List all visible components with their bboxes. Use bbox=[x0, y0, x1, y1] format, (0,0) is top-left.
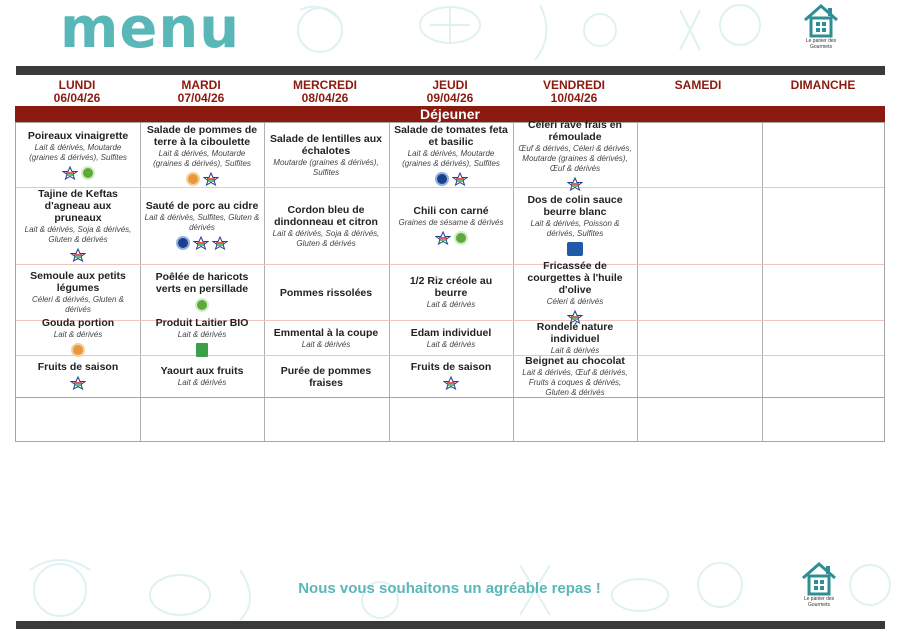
brand-name-footer: Le panier des Gourmets bbox=[803, 596, 835, 608]
local-label-icon bbox=[81, 166, 95, 180]
dish-name: Cordon bleu de dindonneau et citron bbox=[274, 203, 378, 228]
label-badges bbox=[144, 296, 260, 314]
day-header bbox=[263, 79, 387, 105]
day-name: JEUDI bbox=[432, 78, 468, 92]
top-divider-bar bbox=[16, 66, 885, 75]
menu-cell bbox=[140, 317, 264, 354]
menu-cell bbox=[513, 118, 637, 186]
house-icon bbox=[799, 560, 839, 596]
allergen-list: Lait & dérivés, Moutarde (graines & dérivés), Sulfites bbox=[402, 148, 500, 168]
row-divider bbox=[16, 397, 884, 398]
dish-name: Purée de pommes fraises bbox=[280, 364, 372, 389]
day-header bbox=[636, 79, 760, 92]
menu-cell bbox=[513, 322, 637, 354]
day-name: VENDREDI bbox=[542, 78, 605, 92]
quality-star-icon bbox=[203, 172, 219, 186]
allergen-list: Céleri & dérivés bbox=[546, 296, 604, 306]
menu-cell bbox=[140, 266, 264, 319]
menu-cell bbox=[140, 357, 264, 396]
dish-name: Salade de lentilles aux échalotes bbox=[269, 133, 383, 157]
menu-cell bbox=[264, 357, 388, 396]
dish-name: Chili con carné bbox=[413, 205, 489, 217]
dish-name: Salade de tomates feta et basilic bbox=[394, 123, 508, 148]
menu-cell bbox=[16, 317, 140, 354]
day-name: MARDI bbox=[181, 78, 221, 92]
row-divider bbox=[16, 264, 884, 265]
dish-name: Céleri rave frais en rémoulade bbox=[528, 118, 622, 143]
day-date: 10/04/26 bbox=[550, 91, 598, 105]
local-label-icon bbox=[195, 298, 209, 312]
day-name: MERCREDI bbox=[292, 78, 357, 92]
dish-name: Edam individuel bbox=[410, 326, 492, 339]
allergen-list: Lait & dérivés bbox=[177, 378, 227, 387]
menu-cell bbox=[389, 125, 513, 186]
allergen-list: Lait & dérivés, Œuf & dérivés, Fruits à coques & dérivés, Gluten & dérivés bbox=[522, 368, 628, 397]
day-name: DIMANCHE bbox=[790, 78, 856, 92]
dish-name: Pommes rissolées bbox=[279, 286, 373, 299]
day-header bbox=[761, 79, 885, 92]
menu-cell bbox=[16, 357, 140, 396]
day-name: SAMEDI bbox=[674, 78, 722, 92]
organic-label-icon bbox=[196, 343, 208, 357]
label-badges bbox=[144, 234, 260, 252]
label-badges bbox=[20, 164, 136, 182]
label-badges bbox=[20, 374, 136, 392]
brand-logo-footer bbox=[794, 560, 844, 608]
allergen-list: Graines de sésame & dérivés bbox=[398, 218, 504, 227]
quality-star-icon bbox=[62, 166, 78, 180]
dish-name: Dos de colin sauce beurre blanc bbox=[527, 194, 623, 218]
allergen-list: Lait & dérivés, Soja & dérivés, Gluten & dérivés bbox=[272, 228, 380, 248]
dish-name: Beignet au chocolat bbox=[525, 355, 625, 367]
label-badges bbox=[144, 170, 260, 188]
local-label-icon bbox=[454, 231, 468, 245]
menu-cell bbox=[16, 125, 140, 186]
allergen-list: Céleri & dérivés, Gluten & dérivés bbox=[31, 295, 125, 314]
day-header bbox=[512, 79, 636, 105]
day-header bbox=[139, 79, 263, 105]
dish-name: Poêlée de haricots verts en persillade bbox=[155, 271, 249, 295]
allergen-list: Œuf & dérivés, Céleri & dérivés, Moutarde (graines & dérivés), Œuf & dérivés bbox=[518, 143, 632, 173]
column-divider bbox=[762, 123, 763, 441]
menu-grid bbox=[15, 118, 885, 442]
column-divider bbox=[637, 123, 638, 441]
quality-star-icon bbox=[443, 376, 459, 390]
quality-star-icon bbox=[452, 172, 468, 186]
menu-cell bbox=[140, 125, 264, 186]
certified-label-icon bbox=[176, 236, 190, 250]
dish-name: Semoule aux petits légumes bbox=[30, 270, 126, 294]
allergen-list: Lait & dérivés bbox=[550, 345, 600, 355]
allergen-list: Lait & dérivés, Moutarde (graines & dérivés), Sulfites bbox=[29, 142, 127, 162]
dish-name: Tajine de Keftas d'agneau aux pruneaux bbox=[38, 188, 118, 224]
dish-name: Salade de pommes de terre à la ciboulette bbox=[146, 123, 258, 148]
allergen-list: Moutarde (graines & dérivés), Sulfites bbox=[273, 158, 379, 177]
day-date: 08/04/26 bbox=[301, 91, 349, 105]
menu-cell bbox=[140, 189, 264, 263]
brand-logo bbox=[796, 2, 846, 50]
allergen-list: Lait & dérivés, Moutarde (graines & dérivés), Sulfites bbox=[153, 148, 251, 168]
dish-name: Emmental à la coupe bbox=[273, 326, 379, 339]
allergen-list: Lait & dérivés bbox=[426, 300, 476, 309]
dish-name: Produit Laitier BIO bbox=[155, 317, 249, 329]
allergen-list: Lait & dérivés bbox=[53, 330, 103, 339]
allergen-list: Lait & dérivés bbox=[426, 339, 476, 349]
brand-name: Le panier des Gourmets bbox=[805, 38, 837, 50]
sustainable-fish-icon bbox=[567, 242, 583, 256]
dish-name: 1/2 Riz créole au beurre bbox=[409, 275, 493, 299]
menu-cell bbox=[264, 189, 388, 263]
quality-star-icon bbox=[212, 236, 228, 250]
day-name: LUNDI bbox=[58, 78, 96, 92]
dish-name: Yaourt aux fruits bbox=[160, 365, 244, 377]
menu-cell bbox=[513, 357, 637, 396]
quality-star-icon bbox=[70, 248, 86, 262]
day-date: 07/04/26 bbox=[177, 91, 225, 105]
dish-name: Sauté de porc au cidre bbox=[145, 200, 259, 212]
day-header bbox=[15, 79, 139, 105]
menu-cell bbox=[389, 189, 513, 263]
menu-cell bbox=[389, 357, 513, 396]
certified-label-icon bbox=[435, 172, 449, 186]
allergen-list: Lait & dérivés, Poisson & dérivés, Sulfites bbox=[530, 219, 620, 238]
page-title: menu bbox=[60, 0, 241, 61]
quality-star-icon bbox=[193, 236, 209, 250]
menu-cell bbox=[513, 189, 637, 263]
allergen-list: Lait & dérivés, Sulfites, Gluten & dérivés bbox=[144, 213, 260, 232]
allergen-list: Lait & dérivés, Soja & dérivés, Gluten & dérivés bbox=[24, 225, 132, 244]
menu-cell bbox=[513, 259, 637, 319]
origin-label-icon bbox=[186, 172, 200, 186]
quality-star-icon bbox=[70, 376, 86, 390]
label-badges bbox=[393, 374, 509, 392]
dish-name: Gouda portion bbox=[41, 317, 115, 329]
house-icon bbox=[801, 2, 841, 38]
label-badges bbox=[517, 240, 633, 258]
meal-label: Déjeuner bbox=[15, 106, 885, 122]
allergen-list: Lait & dérivés bbox=[177, 330, 227, 339]
menu-cell bbox=[16, 266, 140, 319]
dish-name: Fricassée de courgettes à l'huile d'olive bbox=[527, 259, 623, 296]
dish-name: Rondelé nature individuel bbox=[536, 320, 614, 345]
label-badges bbox=[20, 246, 136, 264]
day-date: 06/04/26 bbox=[53, 91, 101, 105]
dish-name: Fruits de saison bbox=[410, 361, 492, 373]
menu-cell bbox=[16, 189, 140, 263]
allergen-list: Lait & dérivés bbox=[301, 339, 351, 349]
dish-name: Fruits de saison bbox=[37, 361, 119, 373]
label-badges bbox=[393, 170, 509, 188]
quality-star-icon bbox=[435, 231, 451, 245]
menu-cell bbox=[264, 125, 388, 186]
dish-name: Poireaux vinaigrette bbox=[27, 129, 129, 142]
menu-cell bbox=[389, 266, 513, 319]
menu-cell bbox=[264, 266, 388, 319]
menu-cell bbox=[389, 322, 513, 354]
bottom-divider-bar bbox=[16, 621, 885, 629]
menu-cell bbox=[264, 322, 388, 354]
footer-message: Nous vous souhaitons un agréable repas ! bbox=[298, 580, 601, 597]
day-date: 09/04/26 bbox=[426, 91, 474, 105]
day-header bbox=[388, 79, 512, 105]
origin-label-icon bbox=[71, 343, 85, 357]
label-badges bbox=[393, 229, 509, 247]
